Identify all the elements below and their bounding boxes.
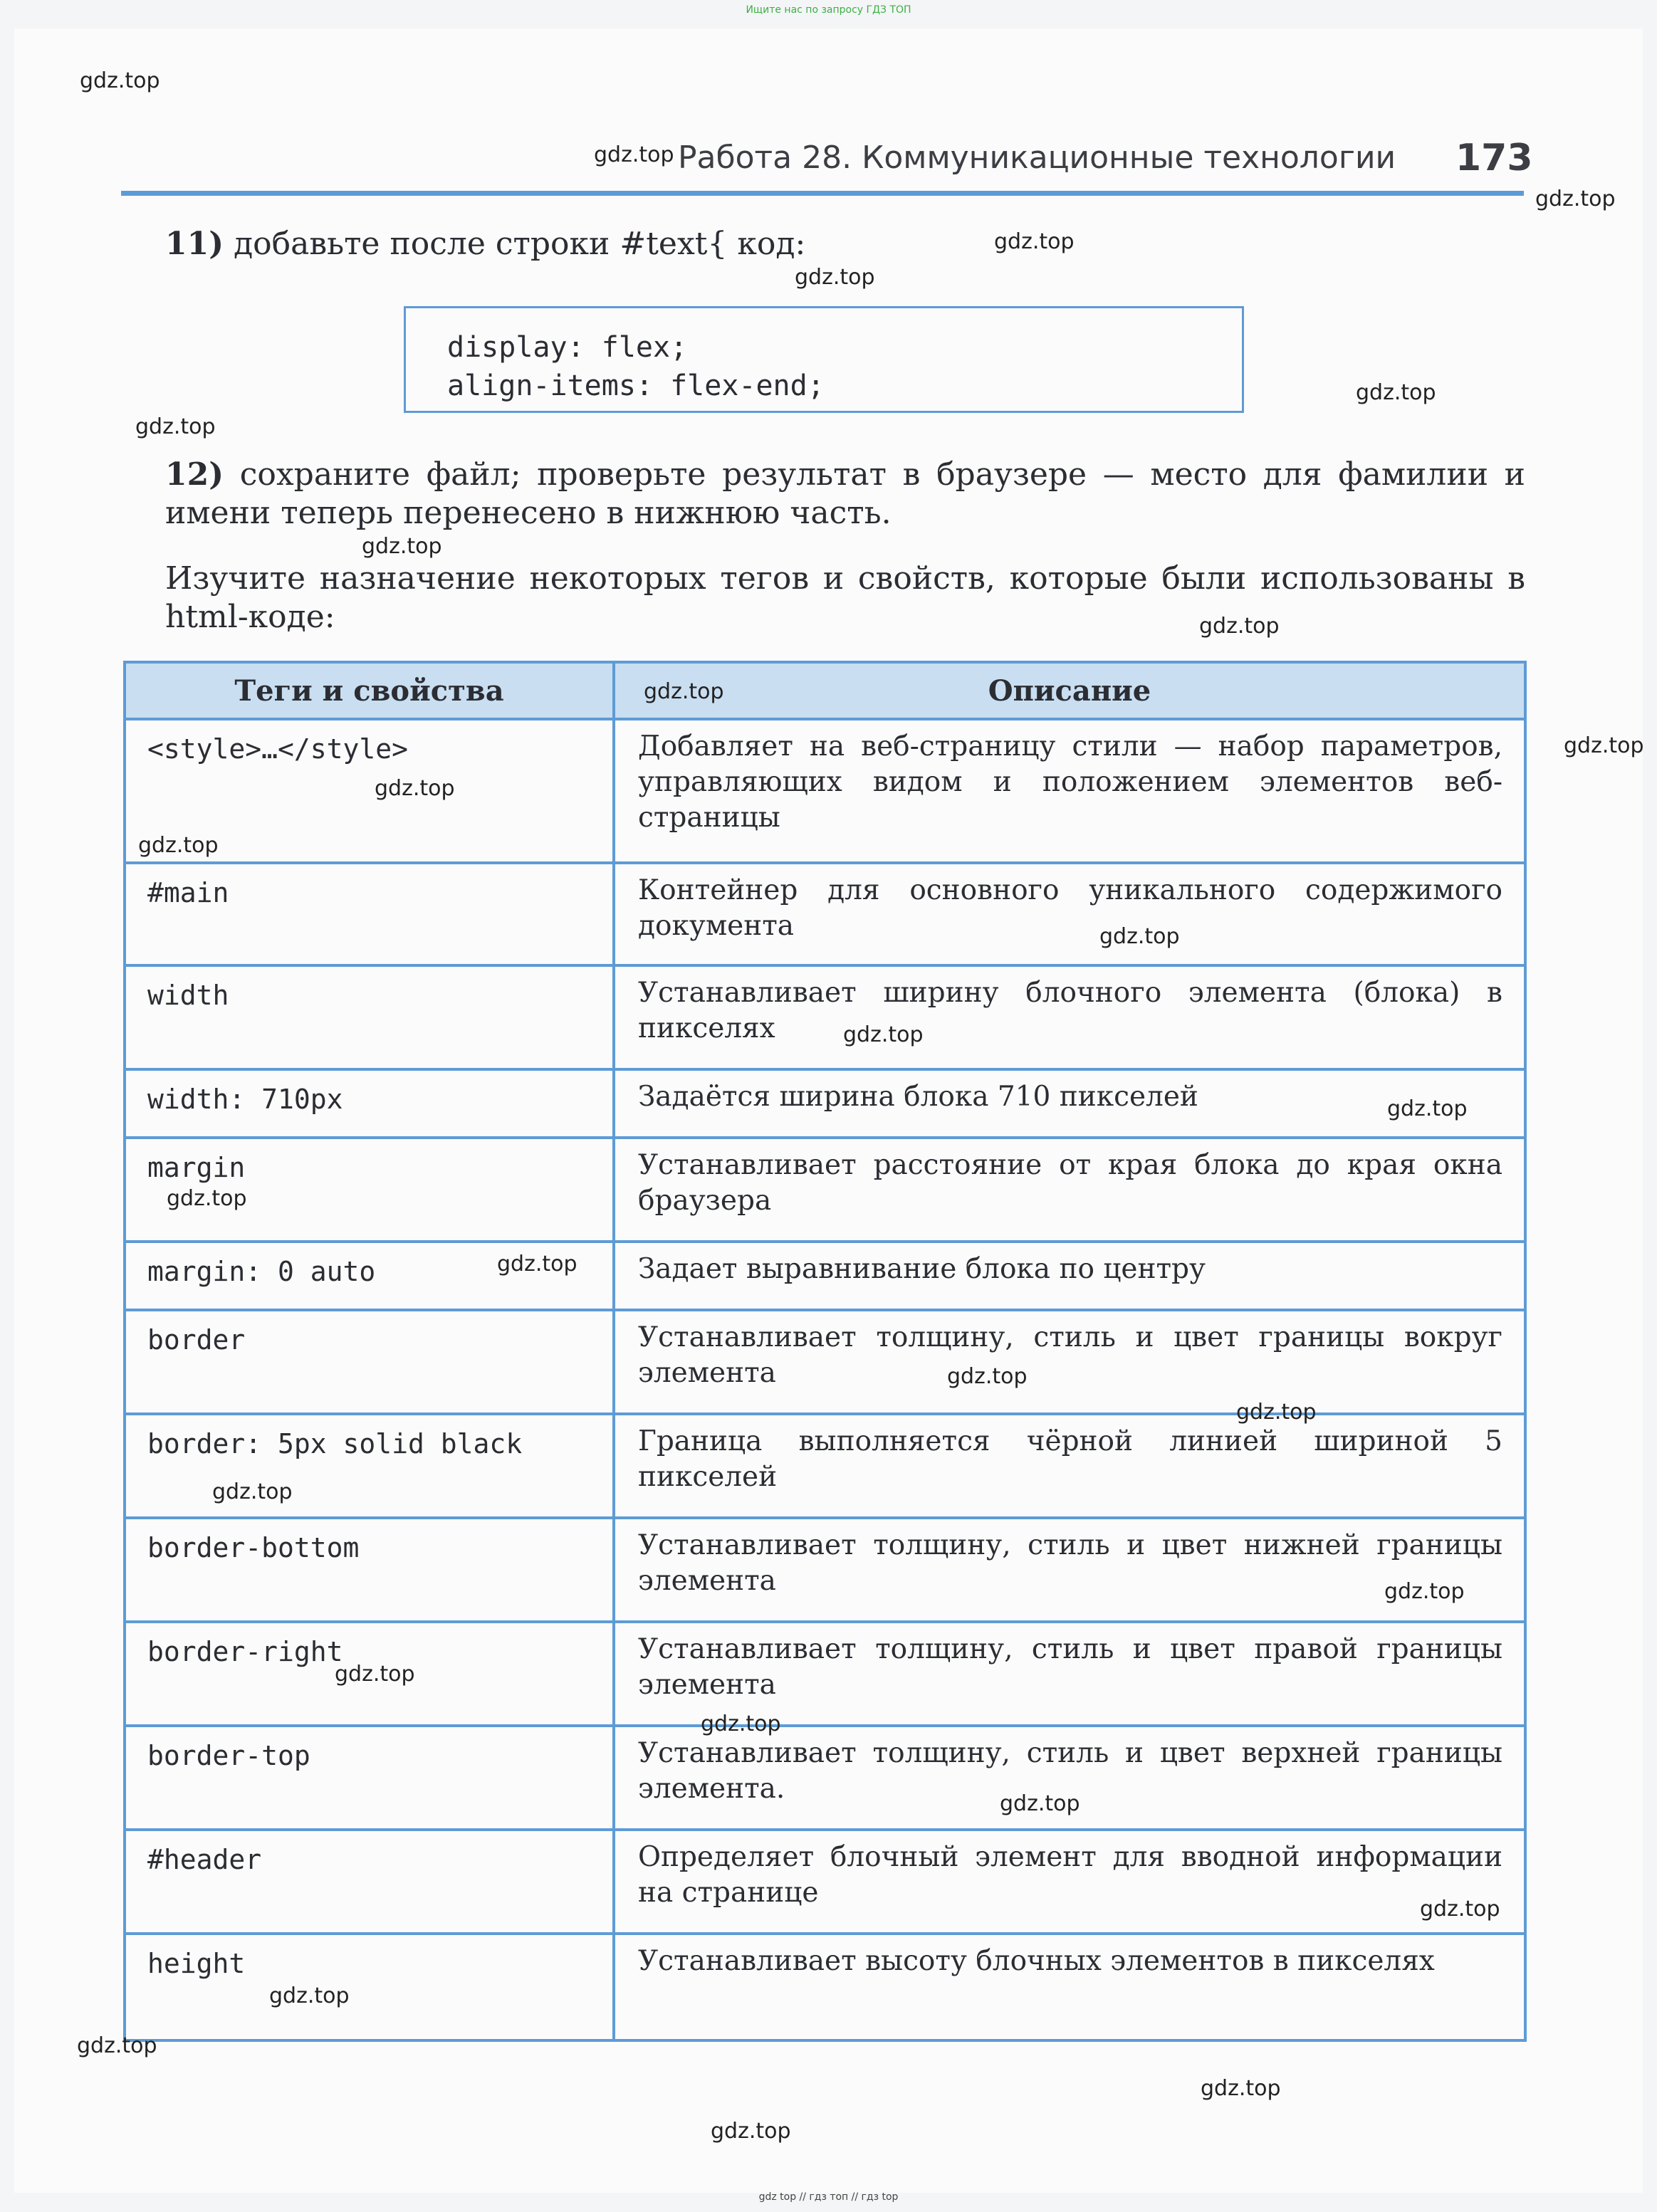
tag-cell: <style>…</style> (125, 719, 614, 863)
watermark: gdz.top (1564, 733, 1644, 758)
tag-cell: border-right (125, 1622, 614, 1726)
watermark: gdz.top (335, 1662, 415, 1687)
watermark: gdz.top (1384, 1579, 1465, 1604)
step-12-text: сохраните файл; проверьте результат в браузере — место для фамилии и имени теперь перенесено в нижнюю часть. (165, 456, 1525, 531)
table-row (125, 863, 1525, 965)
watermark: gdz.top (711, 2119, 791, 2144)
tag-cell: #main (125, 863, 614, 965)
watermark: gdz.top (375, 776, 455, 801)
tag-cell: border-top (125, 1726, 614, 1830)
table-header-row (125, 662, 1525, 719)
tag-cell: margin: 0 auto (125, 1242, 614, 1310)
watermark: gdz.top (167, 1186, 247, 1211)
tag-cell: width: 710px (125, 1069, 614, 1138)
description-cell: Устанавливает расстояние от края блока до края окна браузера (614, 1138, 1525, 1242)
watermark: gdz.top (80, 68, 160, 93)
step-11-number: 11) (165, 226, 224, 262)
watermark: gdz.top (497, 1252, 577, 1277)
watermark: gdz.top (795, 265, 875, 290)
description-cell: Устанавливает толщину, стиль и цвет нижней границы элемента (614, 1518, 1525, 1622)
table-row (125, 1069, 1525, 1138)
tag-cell: margin (125, 1138, 614, 1242)
watermark: gdz.top (269, 1983, 350, 2008)
watermark: gdz.top (1387, 1096, 1468, 1121)
watermark: gdz.top (135, 414, 216, 439)
description-cell: Добавляет на веб-страницу стили — набор параметров, управляющих видом и положением элементов веб-страницы (614, 719, 1525, 863)
watermark: gdz.top (212, 1479, 293, 1504)
table-row (125, 1414, 1525, 1518)
table-row (125, 1518, 1525, 1622)
description-cell: Устанавливает толщину, стиль и цвет верхней границы элемента. (614, 1726, 1525, 1830)
watermark: gdz.top (1000, 1791, 1080, 1816)
description-cell: Задает выравнивание блока по центру (614, 1242, 1525, 1310)
watermark: gdz.top (843, 1022, 924, 1047)
table-row (125, 965, 1525, 1069)
watermark: gdz.top (1420, 1897, 1500, 1922)
watermark: gdz.top (138, 833, 219, 858)
description-cell: Устанавливает ширину блочного элемента (блока) в пикселях (614, 965, 1525, 1069)
code-box (404, 306, 1244, 413)
table-row (125, 1830, 1525, 1934)
tag-cell: border: 5px solid black (125, 1414, 614, 1518)
watermark: gdz.top (701, 1712, 781, 1736)
tag-cell: width (125, 965, 614, 1069)
step-12-number: 12) (165, 456, 224, 493)
watermark: gdz.top (594, 142, 674, 167)
tag-cell: height (125, 1934, 614, 2040)
description-cell: Устанавливает высоту блочных элементов в пикселях (614, 1934, 1525, 2040)
watermark: gdz.top (644, 679, 724, 704)
code-line: display: flex; (447, 331, 688, 364)
table-row (125, 719, 1525, 863)
page-number: 173 (1455, 137, 1533, 179)
watermark: gdz.top (77, 2033, 157, 2058)
watermark: gdz.top (994, 229, 1075, 254)
watermark: gdz.top (947, 1364, 1028, 1389)
tags-properties-table (123, 661, 1527, 2042)
step-11-text: добавьте после строки #text{ код: (234, 226, 806, 262)
description-cell: Задаётся ширина блока 710 пикселей (614, 1069, 1525, 1138)
description-cell: Устанавливает толщину, стиль и цвет правой границы элемента (614, 1622, 1525, 1726)
watermark: gdz.top (1201, 2076, 1281, 2101)
watermark: gdz.top (1236, 1400, 1317, 1425)
watermark: gdz.top (1535, 187, 1616, 211)
description-cell: Определяет блочный элемент для вводной информации на странице (614, 1830, 1525, 1934)
table-row (125, 1310, 1525, 1414)
code-line: align-items: flex-end; (447, 369, 825, 402)
column-header-description: Описание (614, 662, 1525, 719)
tag-cell: #header (125, 1830, 614, 1934)
tag-cell: border (125, 1310, 614, 1414)
tag-cell: border-bottom (125, 1518, 614, 1622)
watermark: gdz.top (1356, 380, 1436, 405)
watermark: gdz.top (362, 534, 442, 559)
page-title: Работа 28. Коммуникационные технологии (678, 140, 1396, 176)
intro-text: Изучите назначение некоторых тегов и свойств, которые были использованы в html-коде: (165, 560, 1525, 635)
description-cell: Граница выполняется чёрной линией шириной 5 пикселей (614, 1414, 1525, 1518)
table-row (125, 1242, 1525, 1310)
table-row (125, 1726, 1525, 1830)
description-cell: Контейнер для основного уникального содержимого документа (614, 863, 1525, 965)
watermark: gdz.top (1099, 924, 1180, 949)
description-cell: Устанавливает толщину, стиль и цвет границы вокруг элемента (614, 1310, 1525, 1414)
header-divider (121, 191, 1524, 196)
bottom-banner: gdz top // гдз топ // гдз top (758, 2191, 899, 2203)
table-row (125, 1138, 1525, 1242)
top-banner: Ищите нас по запросу ГДЗ ТОП (746, 4, 911, 16)
step-11 (165, 225, 1525, 263)
watermark: gdz.top (1199, 614, 1280, 639)
step-12 (165, 456, 1525, 533)
column-header-tags: Теги и свойства (125, 662, 614, 719)
